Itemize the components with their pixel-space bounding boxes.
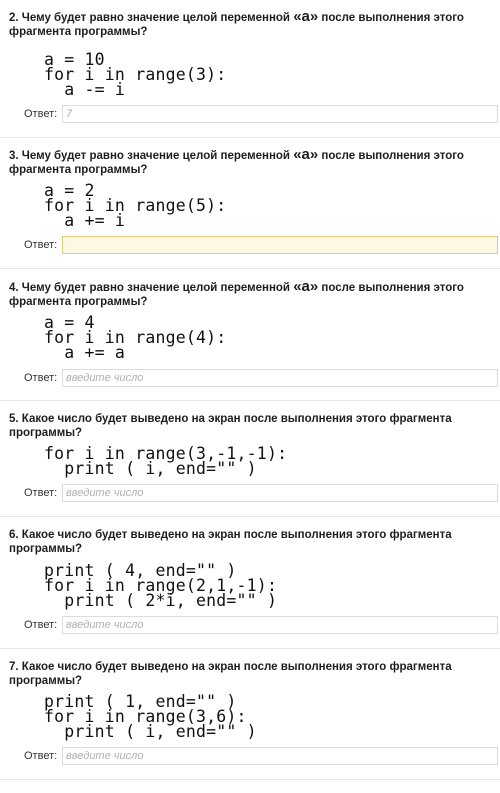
answer-label: Ответ: <box>24 239 58 251</box>
divider <box>0 516 500 517</box>
answer-input[interactable] <box>62 616 498 634</box>
question-title: 3. Чему будет равно значение целой переменной «a» после выполнения этого фрагмента программы? <box>9 146 464 176</box>
answer-row <box>0 616 500 636</box>
question-title: 2. Чему будет равно значение целой переменной «a» после выполнения этого фрагмента программы? <box>9 8 464 38</box>
answer-input[interactable] <box>62 484 498 502</box>
code-snippet: for i in range(3,-1,-1): print ( i, end="" ) <box>44 444 288 478</box>
answer-row <box>0 484 500 504</box>
code-snippet: print ( 1, end="" ) for i in range(3,6): print ( i, end="" ) <box>44 692 257 741</box>
code-snippet: print ( 4, end="" ) for i in range(2,1,-1): print ( 2*i, end="" ) <box>44 561 278 610</box>
answer-label: Ответ: <box>24 619 58 631</box>
answer-row <box>0 369 500 389</box>
answer-input[interactable] <box>62 105 498 123</box>
divider <box>0 137 500 138</box>
code-snippet: a = 10 for i in range(3): a -= i <box>44 50 227 99</box>
answer-row <box>0 236 500 256</box>
answer-label: Ответ: <box>24 487 58 499</box>
divider <box>0 400 500 401</box>
code-snippet: a = 4 for i in range(4): a += a <box>44 313 227 362</box>
question-title: 4. Чему будет равно значение целой переменной «a» после выполнения этого фрагмента программы? <box>9 278 464 308</box>
divider <box>0 268 500 269</box>
answer-input[interactable] <box>62 236 498 254</box>
answer-label: Ответ: <box>24 108 58 120</box>
answer-input[interactable] <box>62 369 498 387</box>
question-title: 7. Какое число будет выведено на экран после выполнения этого фрагмента программы? <box>9 661 452 687</box>
question-title: 6. Какое число будет выведено на экран после выполнения этого фрагмента программы? <box>9 529 452 555</box>
code-snippet: a = 2 for i in range(5): a += i <box>44 181 227 230</box>
divider <box>0 779 500 780</box>
divider <box>0 648 500 649</box>
answer-row <box>0 105 500 125</box>
answer-input[interactable] <box>62 747 498 765</box>
question-title: 5. Какое число будет выведено на экран после выполнения этого фрагмента программы? <box>9 413 452 439</box>
answer-row <box>0 747 500 767</box>
answer-label: Ответ: <box>24 372 58 384</box>
answer-label: Ответ: <box>24 750 58 762</box>
